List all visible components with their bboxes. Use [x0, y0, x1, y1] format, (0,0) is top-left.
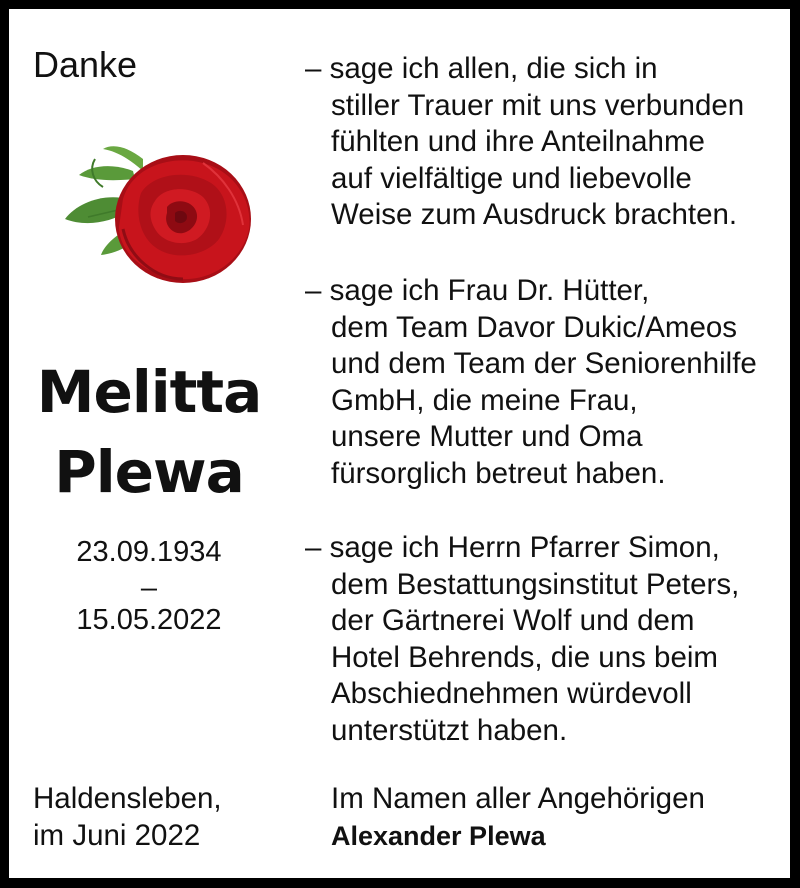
paragraph-line: – sage ich Herrn Pfarrer Simon, [305, 531, 720, 564]
thanks-paragraph-3 [305, 530, 739, 749]
birth-date: 23.09.1934 [76, 536, 222, 568]
thanks-paragraph-2 [305, 273, 757, 492]
paragraph-line: fürsorglich betreut haben. [331, 456, 666, 490]
date-separator: – [140, 572, 158, 604]
paragraph-line: unterstützt haben. [331, 713, 568, 747]
place-and-date [33, 781, 222, 854]
death-date: 15.05.2022 [76, 604, 222, 636]
paragraph-line: stiller Trauer mit uns verbunden [331, 88, 745, 122]
heading-danke: Danke [33, 44, 138, 85]
paragraph-line: Abschiednehmen würdevoll [331, 677, 692, 710]
paragraph-line: dem Team Davor Dukic/Ameos [331, 310, 738, 344]
paragraph-line: und dem Team der Seniorenhilfe [331, 347, 757, 380]
date-line: im Juni 2022 [33, 818, 201, 852]
paragraph-line: – sage ich allen, die sich in [305, 52, 658, 85]
paragraph-line: der Gärtnerei Wolf und dem [331, 604, 695, 637]
deceased-first-name: Melitta [36, 358, 262, 426]
paragraph-line: auf vielfältige und liebevolle [331, 161, 692, 195]
red-rose-icon [43, 129, 253, 294]
signature-block [331, 781, 705, 854]
paragraph-line: dem Bestattungsinstitut Peters, [331, 567, 740, 601]
thanks-paragraph-1 [305, 51, 744, 234]
obituary-card [9, 9, 790, 878]
paragraph-line: Hotel Behrends, die uns beim [331, 640, 719, 674]
paragraph-line: Weise zum Ausdruck brachten. [331, 198, 738, 231]
deceased-last-name: Plewa [54, 438, 244, 506]
signer-name: Alexander Plewa [331, 820, 546, 851]
place-line: Haldensleben, [33, 782, 222, 815]
signature-intro: Im Namen aller Angehörigen [331, 782, 705, 815]
paragraph-line: unsere Mutter und Oma [331, 420, 643, 453]
paragraph-line: – sage ich Frau Dr. Hütter, [305, 274, 650, 307]
paragraph-line: fühlten und ihre Anteilnahme [331, 125, 705, 158]
paragraph-line: GmbH, die meine Frau, [331, 383, 638, 417]
